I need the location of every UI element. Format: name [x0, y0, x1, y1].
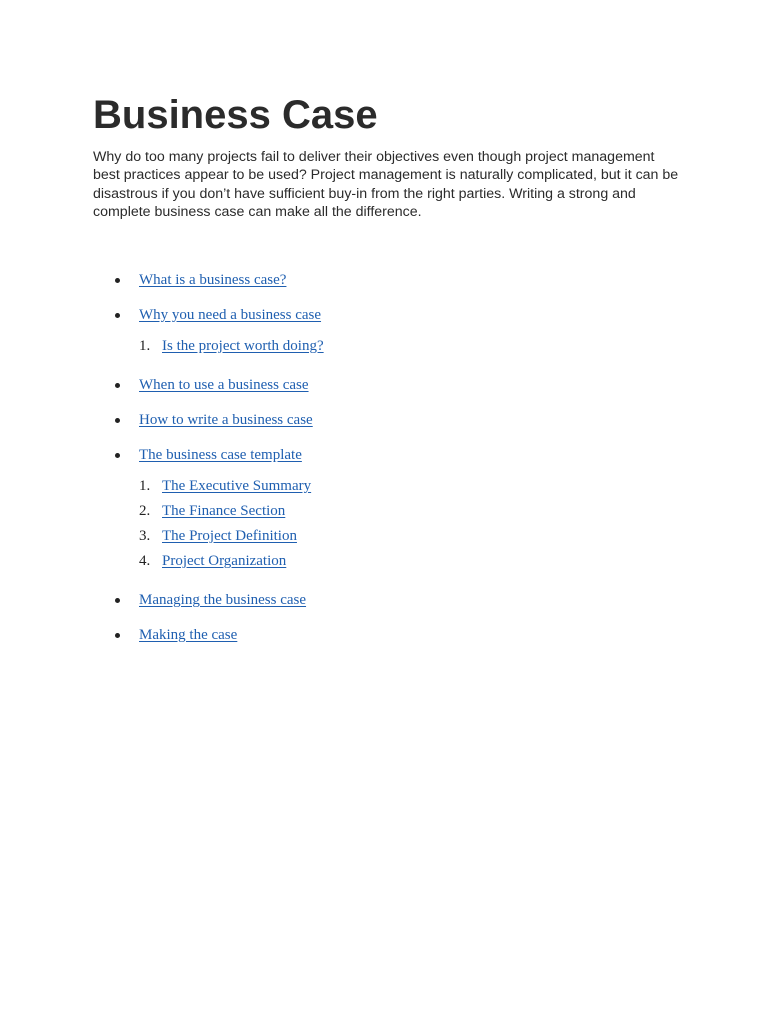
bullet-icon [115, 418, 120, 423]
intro-paragraph: Why do too many projects fail to deliver their objectives even though project management best practices appear to be used? Project management is naturally complicated, but it can be disastrous if you don’t have sufficient buy-in from the right parties. Writing a strong and complete business case can make all the difference. [93, 149, 679, 220]
bullet-icon [115, 453, 120, 458]
page-title: Business Case [93, 93, 378, 137]
toc-subitem [93, 526, 593, 551]
toc-item [93, 301, 593, 336]
bullet-icon [115, 313, 120, 318]
toc-sublist [93, 336, 593, 361]
toc-link-how-to-write[interactable]: How to write a business case [139, 412, 313, 428]
bullet-icon [115, 598, 120, 603]
toc-item [93, 621, 593, 656]
toc-subitem [93, 336, 593, 361]
toc-link-template[interactable]: The business case template [139, 447, 302, 463]
toc-link-managing[interactable]: Managing the business case [139, 592, 307, 608]
toc-item [93, 586, 593, 621]
toc-item [93, 371, 593, 406]
toc-list [93, 371, 593, 476]
toc-link-finance-section[interactable]: The Finance Section [162, 503, 286, 519]
toc-sublist [93, 476, 593, 576]
toc-list [93, 266, 593, 336]
subitem-number: 4. [139, 553, 151, 569]
subitem-number: 1. [139, 338, 151, 354]
toc-item [93, 441, 593, 476]
toc-subitem [93, 551, 593, 576]
toc-link-making-the-case[interactable]: Making the case [139, 627, 238, 643]
document-header [93, 92, 683, 221]
toc-link-executive-summary[interactable]: The Executive Summary [162, 478, 312, 494]
toc-link-when-to-use[interactable]: When to use a business case [139, 377, 309, 393]
bullet-icon [115, 383, 120, 388]
subitem-number: 3. [139, 528, 151, 544]
toc-link-project-definition[interactable]: The Project Definition [162, 528, 297, 544]
subitem-number: 2. [139, 503, 151, 519]
toc-item [93, 406, 593, 441]
toc-item [93, 266, 593, 301]
bullet-icon [115, 278, 120, 283]
toc-link-what-is-business-case[interactable]: What is a business case? [139, 272, 287, 288]
toc-link-project-organization[interactable]: Project Organization [162, 553, 287, 569]
subitem-number: 1. [139, 478, 151, 494]
toc-link-why-you-need[interactable]: Why you need a business case [139, 307, 322, 323]
toc-link-project-worth-doing[interactable]: Is the project worth doing? [162, 338, 324, 354]
toc-subitem [93, 501, 593, 526]
toc-subitem [93, 476, 593, 501]
toc-list [93, 586, 593, 656]
table-of-contents [93, 266, 593, 656]
bullet-icon [115, 633, 120, 638]
